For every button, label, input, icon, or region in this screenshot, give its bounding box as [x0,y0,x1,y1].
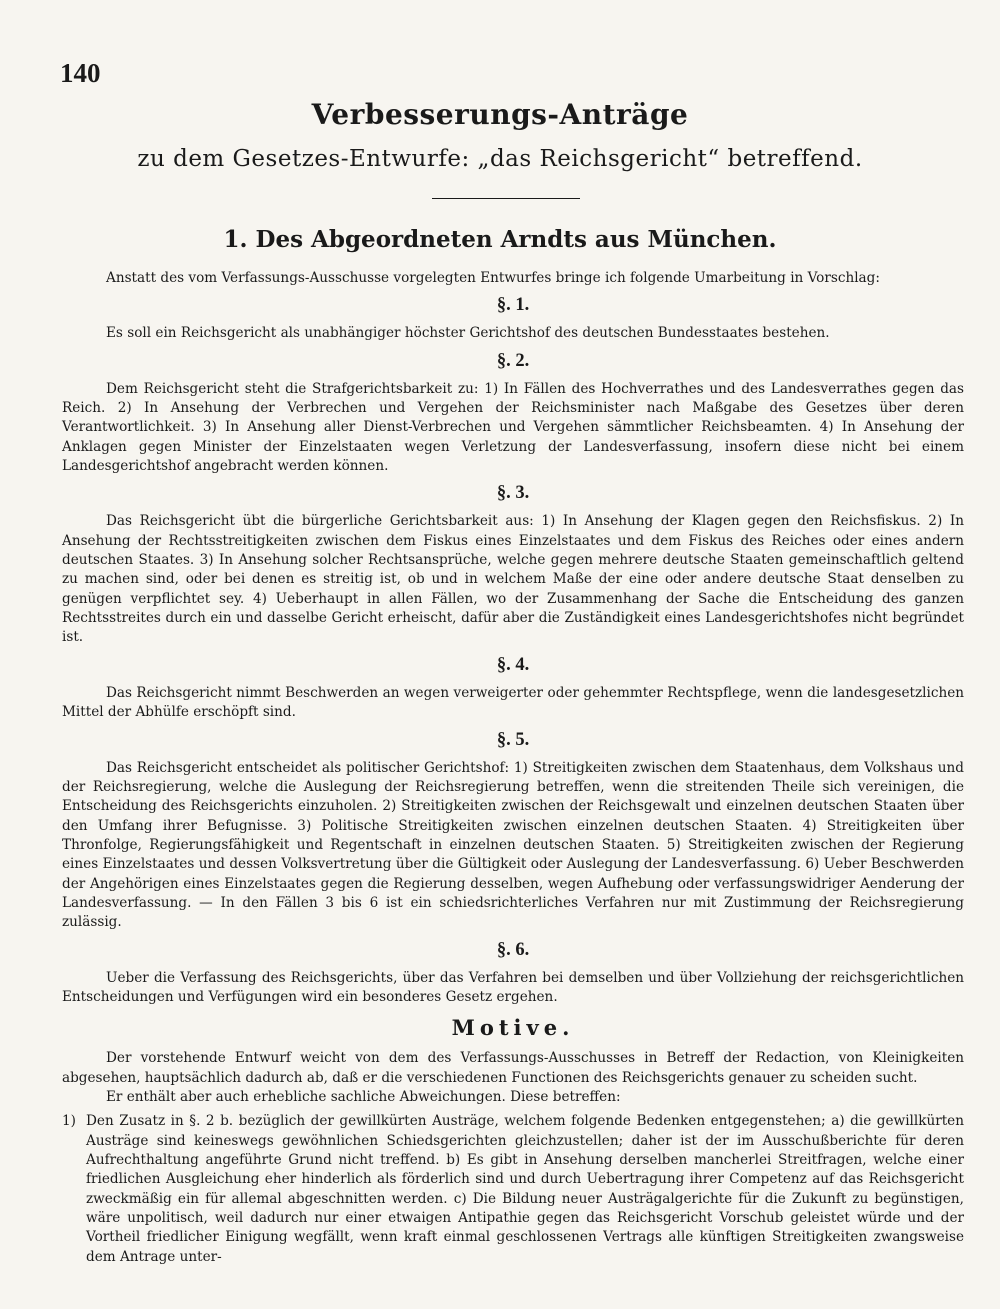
paragraph-label-3: §. 3. [496,483,530,504]
page-subtitle: zu dem Gesetzes-Entwurfe: „das Reichsgericht“ betreffend. [137,146,863,172]
paragraph-label-2: §. 2. [496,350,530,371]
paragraph-text-2: Dem Reichsgericht steht die Strafgerichtsbarkeit zu: 1) In Fällen des Hochverrathes und des Landesverrathes gegen das Reich. 2) In Ansehung der Verbrechen und Vergehen der Reichsminister nach Maßgabe des Gesetzes über deren Verantwortlichkeit. 3) In Ansehung aller Dienst-Verbrechen und Vergehen sämmtlicher Reichsbeamten. 4) In Ansehung der Anklagen gegen Minister der Einzelstaaten wegen Verletzung der Landesverfassung, insofern diese nicht bei einem Landesgerichtshof angebracht werden können. [62,380,964,475]
paragraph-label-1: §. 1. [496,295,530,316]
motive-heading: Motive. [451,1015,575,1041]
page-title: Verbesserungs-Anträge [311,98,689,131]
paragraph-text-3: Das Reichsgericht übt die bürgerliche Gerichtsbarkeit aus: 1) In Ansehung der Klagen gegen den Reichsfiskus. 2) In Ansehung der Rechtsstreitigkeiten zwischen dem Fiskus eines Einzelstaates und dem Fiskus des Reiches oder eines andern deutschen Staates. 3) In Ansehung solcher Rechtsansprüche, welche gegen mehrere deutsche Staaten gemeinschaftlich geltend zu machen sind, oder bei denen es streitig ist, ob und in welchem Maße der eine oder andere deutsche Staat denselben zu genügen verpflichtet sey. 4) Ueberhaupt in allen Fällen, wo der Zusammenhang der Sache die Entscheidung des ganzen Rechtsstreites durch ein und dasselbe Gericht erheischt, dafür aber die Zuständigkeit eines Landesgerichtshofes nicht begründet ist. [62,513,964,646]
intro-paragraph: Anstatt des vom Verfassungs-Ausschusse vorgelegten Entwurfes bringe ich folgende Umarbeitung in Vorschlag: [106,270,880,286]
motive-paragraph-1: Der vorstehende Entwurf weicht von dem des Verfassungs-Ausschusses in Betreff der Redaction, von Kleinigkeiten abgesehen, hauptsächlich dadurch ab, daß er die verschiedenen Functionen des Reichsgerichts genauer zu scheiden sucht. [62,1050,964,1086]
page-number: 140 [60,58,101,88]
paragraph-text-4: Das Reichsgericht nimmt Beschwerden an wegen verweigerter oder gehemmter Rechtspflege, wenn die landesgesetzlichen Mittel der Abhülfe erschöpft sind. [62,684,964,721]
paragraph-label-5: §. 5. [496,729,530,750]
paragraph-text-5: Das Reichsgericht entscheidet als politischer Gerichtshof: 1) Streitigkeiten zwischen dem Staatenhaus, dem Volkshaus und der Reichsregierung, welche die Auslegung der Reichsregierung betreffen, wenn die streitenden Theile sich vereinigen, die Entscheidung des Reichsgerichts einzuholen. 2) Streitigkeiten zwischen der Reichsgewalt und einzelnen deutschen Staaten über den Umfang ihrer Befugnisse. 3) Politische Streitigkeiten zwischen einzelnen deutschen Staaten. 4) Streitigkeiten über Thronfolge, Regierungsfähigkeit und Regentschaft in einzelnen deutschen Staaten. 5) Streitigkeiten zwischen der Regierung eines Einzelstaates und dessen Volksvertretung über die Gültigkeit oder Auslegung der Landesverfassung. 6) Ueber Beschwerden der Angehörigen eines Einzelstaates gegen die Regierung desselben, wegen Aufhebung oder verfassungswidriger Aenderung der Landesverfassung. — In den Fällen 3 bis 6 ist ein schiedsrichterliches Verfahren nur mit Zustimmung der Reichsregierung zulässig. [62,759,964,931]
list-item-number: 1) [62,1113,76,1130]
paragraph-label-6: §. 6. [496,939,530,960]
title-divider [432,198,580,199]
section-heading: 1. Des Abgeordneten Arndts aus München. [223,226,777,253]
paragraph-text-6: Ueber die Verfassung des Reichsgerichts, über das Verfahren bei demselben und über Vollziehung der reichsgerichtlichen Entscheidungen und Verfügungen wird ein besonderes Gesetz ergehen. [62,969,964,1005]
motive-paragraph-2: Er enthält aber auch erhebliche sachliche Abweichungen. Diese betreffen: [106,1088,621,1105]
motive-list-item-1 [62,1112,964,1267]
paragraph-text-1: Es soll ein Reichsgericht als unabhängiger höchster Gerichtshof des deutschen Bundesstaates bestehen. [106,325,830,342]
list-item-text: Den Zusatz in §. 2 b. bezüglich der gewillkürten Austräge, welchem folgende Bedenken entgegenstehen; a) die gewillkürten Austräge sind keineswegs gewöhnlichen Schiedsgerichten gleichzustellen; daher ist der im Ausschußberichte für deren Aufrechthaltung angeführte Grund nicht treffend. b) Es gibt in Ansehung derselben mancherlei Streitfragen, welche einer friedlichen Ausgleichung eher hinderlich als förderlich sind und durch Uebertragung ihrer Competenz auf das Reichsgericht zweckmäßig ein für allemal abgeschnitten werden. c) Die Bildung neuer Austrägalgerichte für die Zukunft zu begünstigen, wäre unpolitisch, weil dadurch nur einer etwaigen Antipathie gegen das Reichsgericht Vorschub geleistet würde und der Vortheil friedlicher Einigung wegfällt, wenn kraft einmal geschlossenen Vertrags alle künftigen Streitigkeiten zwangsweise dem Antrage unter- [86,1113,964,1265]
document-body [62,269,964,1267]
paragraph-label-4: §. 4. [496,654,530,675]
